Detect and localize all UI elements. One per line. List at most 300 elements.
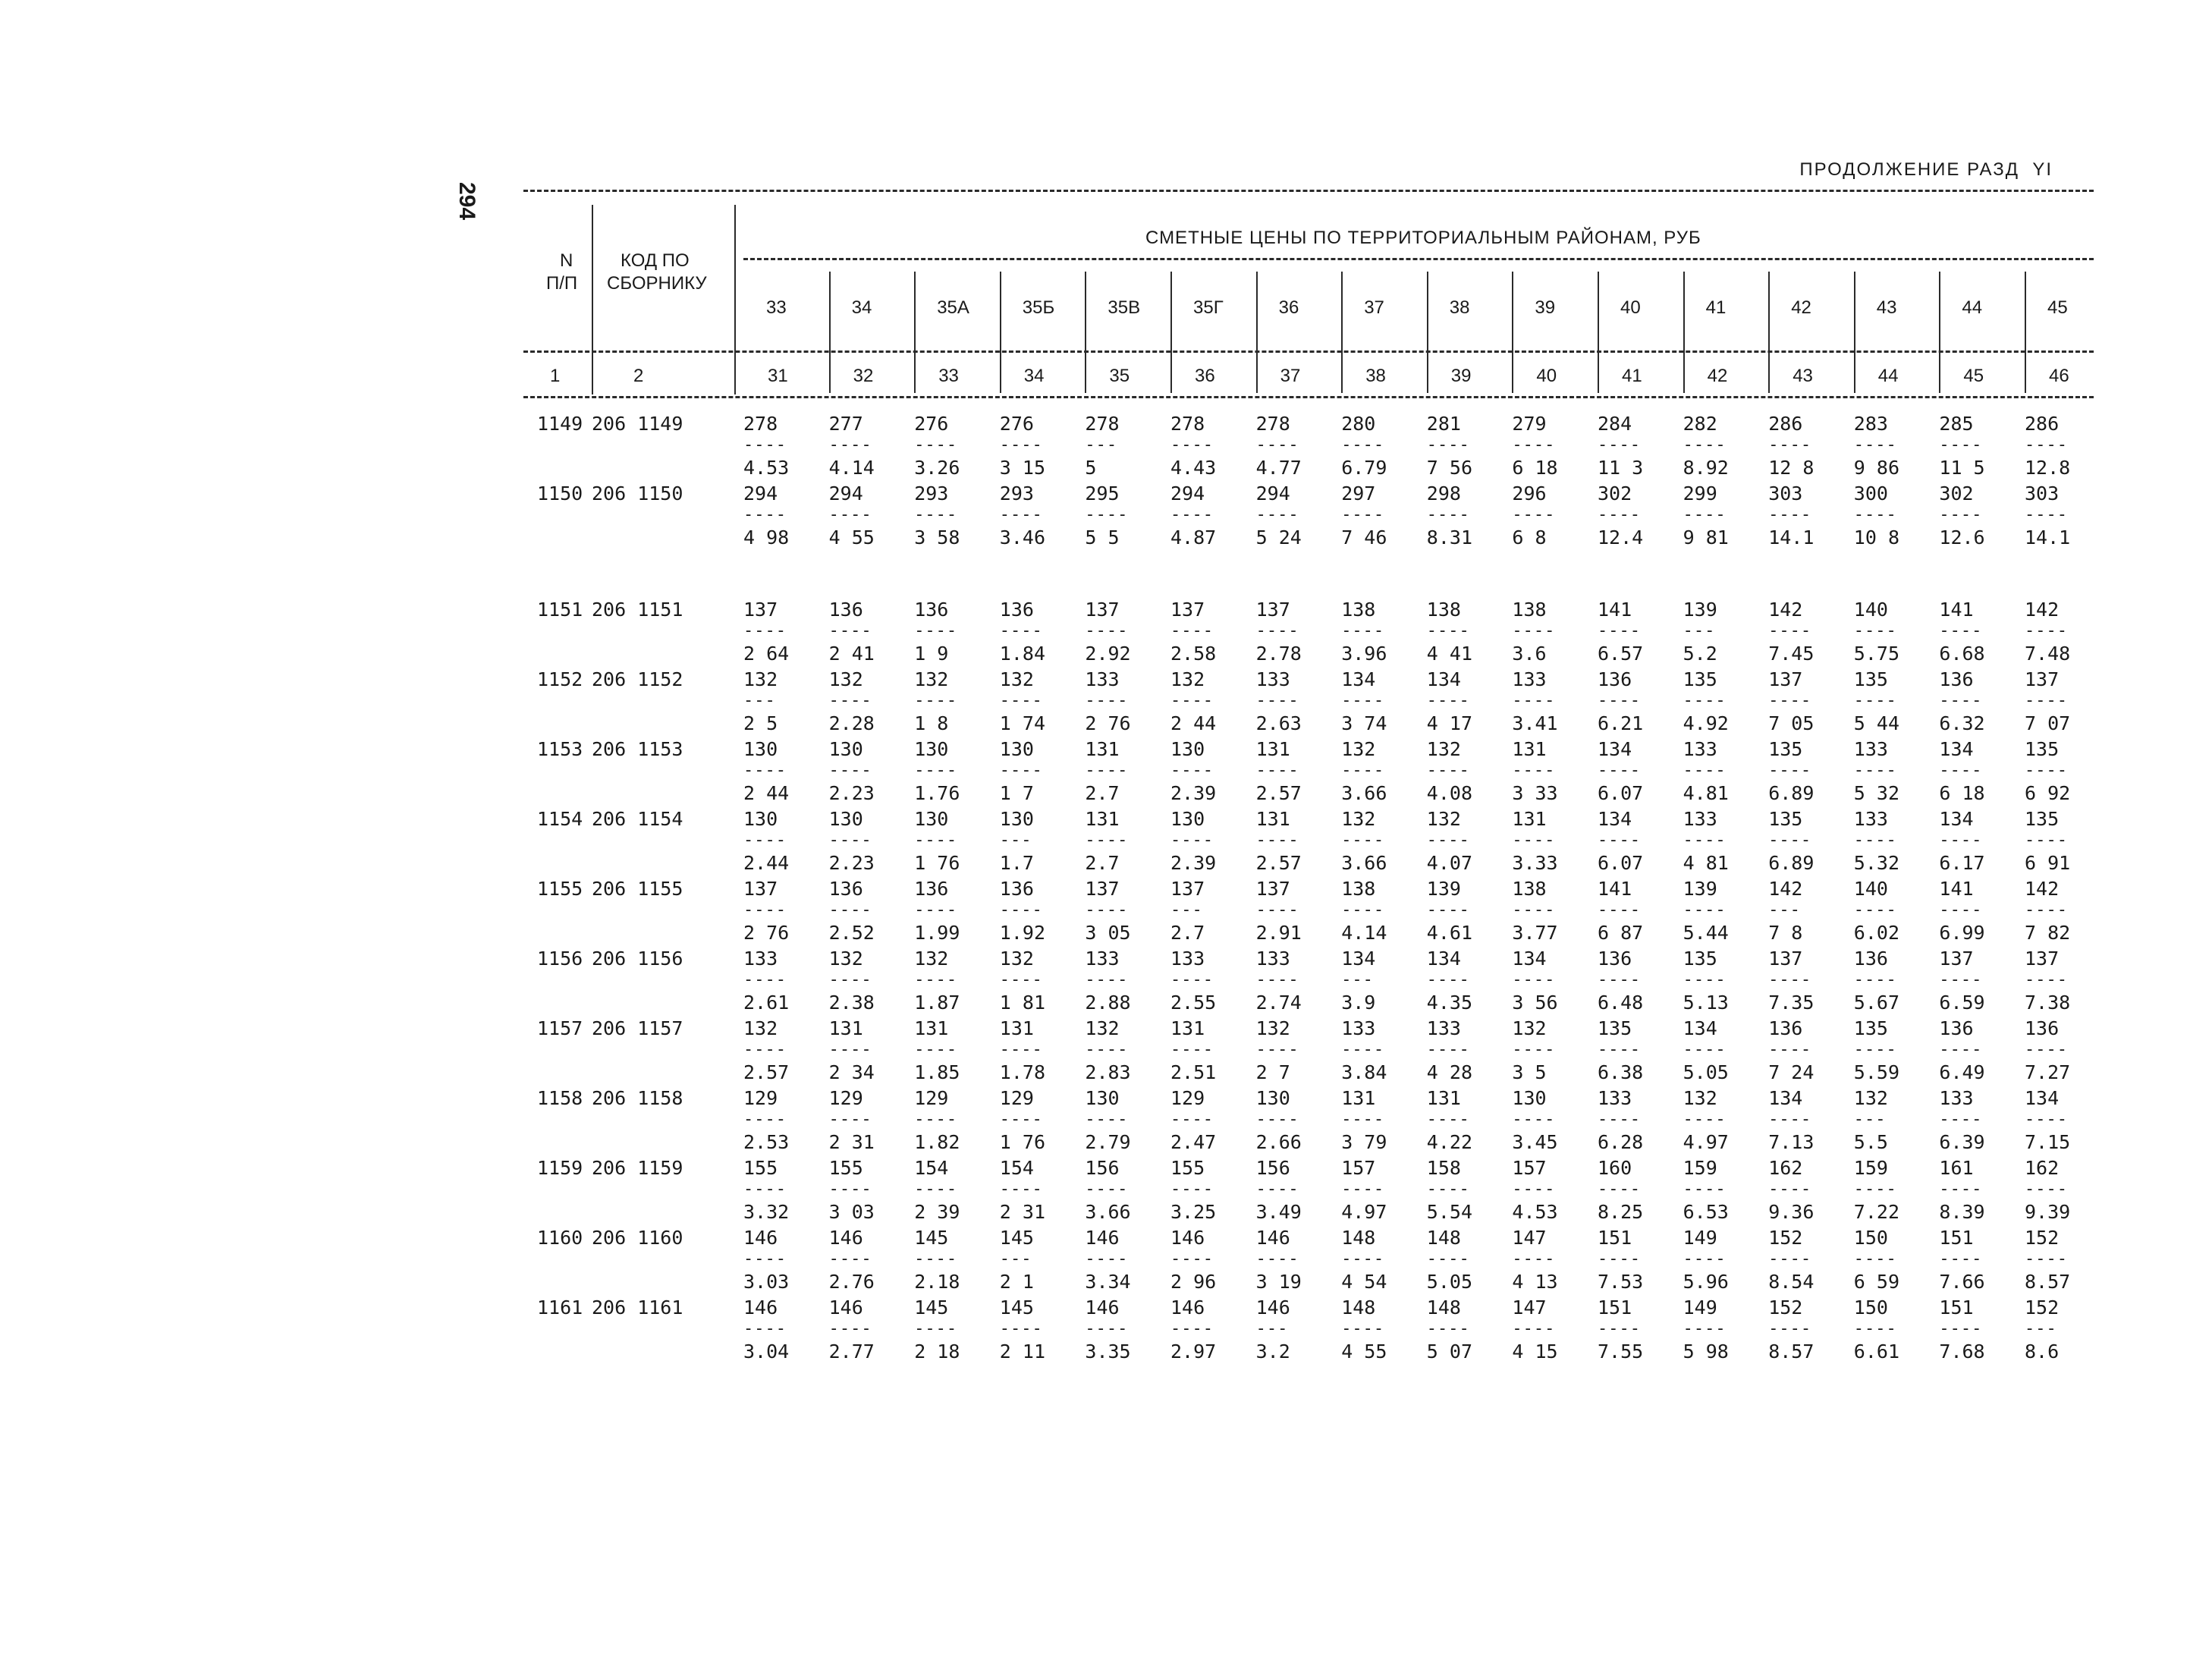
fraction-rule: ----	[1085, 1249, 1129, 1268]
fraction-rule: ----	[1341, 1110, 1385, 1129]
secondary-cell: 5.44	[1683, 922, 1729, 944]
secondary-cell: 3 33	[1512, 782, 1558, 804]
price-cell: 131	[1255, 738, 1290, 760]
row-number: 1157	[537, 1017, 583, 1039]
row-number: 1149	[537, 413, 583, 435]
price-cell: 279	[1512, 413, 1547, 435]
secondary-cell: 5.5	[1853, 1131, 1888, 1153]
secondary-cell: 5	[1085, 457, 1097, 479]
price-cell: 139	[1683, 878, 1717, 900]
col-divider	[1085, 272, 1086, 393]
top-rule	[523, 190, 2094, 192]
secondary-cell: 7.38	[2025, 992, 2071, 1014]
price-cell: 146	[1255, 1297, 1290, 1319]
secondary-cell: 4 17	[1426, 712, 1473, 734]
fraction-rule: ----	[1426, 621, 1470, 640]
secondary-cell: 2.38	[828, 992, 875, 1014]
price-cell: 141	[1598, 599, 1632, 621]
price-cell: 146	[743, 1227, 778, 1249]
fraction-rule: ----	[914, 691, 958, 710]
price-cell: 131	[1170, 1017, 1205, 1039]
fraction-rule: ----	[1683, 1040, 1727, 1059]
secondary-cell: 4.14	[1341, 922, 1387, 944]
fraction-rule: ----	[1768, 831, 1812, 850]
colnum-cell: 2	[633, 366, 644, 386]
fraction-rule: ----	[2025, 621, 2068, 640]
secondary-cell: 4 15	[1512, 1341, 1558, 1363]
secondary-cell: 4 98	[743, 526, 790, 548]
price-cell: 162	[2025, 1157, 2060, 1179]
fraction-rule: ----	[1853, 1040, 1897, 1059]
secondary-cell: 2.23	[828, 852, 875, 874]
secondary-cell: 2 39	[914, 1201, 960, 1223]
price-cell: 294	[828, 482, 863, 504]
price-cell: 156	[1255, 1157, 1290, 1179]
price-cell: 135	[1768, 808, 1803, 830]
price-cell: 132	[1683, 1087, 1717, 1109]
fraction-rule: ----	[1939, 901, 1983, 919]
fraction-rule: ----	[1341, 435, 1385, 454]
secondary-cell: 2.57	[1255, 852, 1302, 874]
fraction-rule: ----	[914, 1110, 958, 1129]
secondary-cell: 2.57	[1255, 782, 1302, 804]
fraction-rule: ----	[1939, 691, 1983, 710]
secondary-cell: 7 24	[1768, 1061, 1815, 1083]
row-code: 206 1152	[592, 668, 683, 690]
secondary-cell: 2.88	[1085, 992, 1131, 1014]
secondary-cell: 7.68	[1939, 1341, 1985, 1363]
secondary-cell: 2 76	[1085, 712, 1131, 734]
price-cell: 155	[1170, 1157, 1205, 1179]
fraction-rule: ----	[1426, 1040, 1470, 1059]
price-cell: 276	[999, 413, 1034, 435]
price-cell: 137	[743, 878, 778, 900]
secondary-cell: 5.13	[1683, 992, 1729, 1014]
fraction-rule: ----	[1170, 505, 1214, 524]
price-cell: 134	[1512, 948, 1547, 970]
secondary-cell: 6 87	[1598, 922, 1644, 944]
price-cell: 154	[914, 1157, 949, 1179]
colnum-cell: 38	[1365, 366, 1386, 386]
fraction-rule: ----	[2025, 831, 2068, 850]
fraction-rule: ----	[1768, 621, 1812, 640]
fraction-rule: ----	[1341, 1249, 1385, 1268]
secondary-cell: 5.2	[1683, 643, 1717, 665]
fraction-rule: ----	[1939, 1180, 1983, 1199]
fraction-rule: ----	[2025, 1110, 2068, 1129]
price-cell: 129	[914, 1087, 949, 1109]
fraction-rule: ----	[828, 1319, 872, 1338]
secondary-cell: 6.49	[1939, 1061, 1985, 1083]
price-cell: 155	[743, 1157, 778, 1179]
secondary-cell: 3.26	[914, 457, 960, 479]
secondary-cell: 7.35	[1768, 992, 1815, 1014]
row-code: 206 1150	[592, 482, 683, 504]
fraction-rule: ----	[1853, 621, 1897, 640]
fraction-rule: ----	[1255, 691, 1299, 710]
fraction-rule: ----	[2025, 970, 2068, 989]
fraction-rule: ----	[1341, 505, 1385, 524]
price-cell: 146	[828, 1297, 863, 1319]
price-cell: 150	[1853, 1297, 1888, 1319]
price-cell: 137	[1768, 668, 1803, 690]
fraction-rule: ----	[743, 1249, 787, 1268]
price-cell: 132	[828, 948, 863, 970]
header-num-line1: N	[560, 250, 573, 271]
price-cell: 151	[1598, 1297, 1632, 1319]
secondary-cell: 4 81	[1683, 852, 1729, 874]
secondary-cell: 3.34	[1085, 1271, 1131, 1293]
region-header: 35Г	[1193, 297, 1224, 318]
price-cell: 137	[1255, 878, 1290, 900]
secondary-cell: 6.89	[1768, 852, 1815, 874]
secondary-cell: 2.77	[828, 1341, 875, 1363]
price-cell: 134	[1426, 668, 1461, 690]
fraction-rule: ----	[1170, 1040, 1214, 1059]
secondary-cell: 7 07	[2025, 712, 2071, 734]
price-cell: 136	[1598, 668, 1632, 690]
price-cell: 278	[743, 413, 778, 435]
price-cell: 138	[1512, 599, 1547, 621]
fraction-rule: ----	[1598, 1180, 1641, 1199]
fraction-rule: ----	[828, 621, 872, 640]
fraction-rule: ----	[1853, 505, 1897, 524]
price-cell: 142	[1768, 878, 1803, 900]
fraction-rule: ----	[1512, 831, 1556, 850]
price-cell: 133	[1853, 808, 1888, 830]
price-cell: 284	[1598, 413, 1632, 435]
secondary-cell: 1 9	[914, 643, 949, 665]
fraction-rule: ----	[999, 435, 1043, 454]
price-cell: 142	[2025, 599, 2060, 621]
fraction-rule: ----	[1939, 831, 1983, 850]
price-cell: 130	[999, 738, 1034, 760]
fraction-rule: ----	[2025, 505, 2068, 524]
price-cell: 145	[999, 1297, 1034, 1319]
region-header: 38	[1449, 297, 1470, 318]
row-number: 1156	[537, 948, 583, 970]
secondary-cell: 2.44	[743, 852, 790, 874]
price-cell: 137	[1768, 948, 1803, 970]
price-cell: 161	[1939, 1157, 1974, 1179]
price-cell: 130	[914, 808, 949, 830]
secondary-cell: 6.57	[1598, 643, 1644, 665]
region-header: 43	[1876, 297, 1897, 318]
secondary-cell: 1 81	[999, 992, 1046, 1014]
secondary-cell: 9 86	[1853, 457, 1900, 479]
secondary-cell: 3.33	[1512, 852, 1558, 874]
fraction-rule: ----	[1598, 1110, 1641, 1129]
price-cell: 158	[1426, 1157, 1461, 1179]
secondary-cell: 4.97	[1683, 1131, 1729, 1153]
price-cell: 297	[1341, 482, 1376, 504]
price-cell: 139	[1683, 599, 1717, 621]
secondary-cell: 5 24	[1255, 526, 1302, 548]
secondary-cell: 3.77	[1512, 922, 1558, 944]
col-divider	[1939, 272, 1940, 393]
fraction-rule: ----	[1853, 435, 1897, 454]
secondary-cell: 3.96	[1341, 643, 1387, 665]
secondary-cell: 12.6	[1939, 526, 1985, 548]
fraction-rule: ----	[1512, 901, 1556, 919]
secondary-cell: 5.32	[1853, 852, 1900, 874]
secondary-cell: 5 07	[1426, 1341, 1473, 1363]
colnum-cell: 36	[1195, 366, 1215, 386]
col-divider	[592, 205, 593, 394]
price-cell: 133	[1085, 948, 1120, 970]
group-rule	[743, 258, 2094, 260]
price-cell: 146	[743, 1297, 778, 1319]
region-header: 44	[1962, 297, 1983, 318]
secondary-cell: 6.17	[1939, 852, 1985, 874]
price-cell: 133	[1085, 668, 1120, 690]
row-number: 1155	[537, 878, 583, 900]
secondary-cell: 1.85	[914, 1061, 960, 1083]
fraction-rule: ----	[1255, 1249, 1299, 1268]
secondary-cell: 1.78	[999, 1061, 1046, 1083]
price-cell: 137	[1255, 599, 1290, 621]
secondary-cell: 2 44	[743, 782, 790, 804]
row-number: 1159	[537, 1157, 583, 1179]
price-cell: 281	[1426, 413, 1461, 435]
secondary-cell: 5.54	[1426, 1201, 1473, 1223]
fraction-rule: ----	[914, 970, 958, 989]
price-cell: 276	[914, 413, 949, 435]
fraction-rule: ----	[999, 621, 1043, 640]
price-cell: 134	[1598, 808, 1632, 830]
secondary-cell: 3 79	[1341, 1131, 1387, 1153]
secondary-cell: 7.13	[1768, 1131, 1815, 1153]
fraction-rule: ----	[1426, 1180, 1470, 1199]
price-cell: 146	[1170, 1227, 1205, 1249]
secondary-cell: 3.03	[743, 1271, 790, 1293]
price-cell: 131	[1255, 808, 1290, 830]
fraction-rule: ----	[1255, 505, 1299, 524]
row-code: 206 1155	[592, 878, 683, 900]
row-code: 206 1160	[592, 1227, 683, 1249]
price-cell: 138	[1426, 599, 1461, 621]
fraction-rule: ----	[1170, 691, 1214, 710]
fraction-rule: ----	[1768, 1110, 1812, 1129]
price-cell: 132	[999, 668, 1034, 690]
secondary-cell: 6.21	[1598, 712, 1644, 734]
secondary-cell: 4.22	[1426, 1131, 1473, 1153]
fraction-rule: ----	[1939, 761, 1983, 780]
secondary-cell: 2.63	[1255, 712, 1302, 734]
colnum-cell: 35	[1109, 366, 1130, 386]
secondary-cell: 4.43	[1170, 457, 1217, 479]
fraction-rule: ----	[1683, 1110, 1727, 1129]
secondary-cell: 7.22	[1853, 1201, 1900, 1223]
price-cell: 155	[828, 1157, 863, 1179]
secondary-cell: 6.02	[1853, 922, 1900, 944]
price-cell: 133	[1683, 738, 1717, 760]
price-cell: 299	[1683, 482, 1717, 504]
secondary-cell: 2 5	[743, 712, 778, 734]
fraction-rule: ----	[1085, 761, 1129, 780]
secondary-cell: 2 18	[914, 1341, 960, 1363]
price-cell: 134	[1683, 1017, 1717, 1039]
col-divider	[1512, 272, 1513, 393]
secondary-cell: 3.66	[1341, 852, 1387, 874]
fraction-rule: ----	[1512, 1319, 1556, 1338]
price-cell: 129	[1170, 1087, 1205, 1109]
secondary-cell: 2.7	[1170, 922, 1205, 944]
secondary-cell: 1 8	[914, 712, 949, 734]
price-cell: 138	[1512, 878, 1547, 900]
fraction-rule: ----	[2025, 1180, 2068, 1199]
fraction-rule: ----	[743, 1180, 787, 1199]
fraction-rule: ----	[1512, 1180, 1556, 1199]
secondary-cell: 4.07	[1426, 852, 1473, 874]
secondary-cell: 11 5	[1939, 457, 1985, 479]
price-cell: 141	[1939, 599, 1974, 621]
secondary-cell: 3.49	[1255, 1201, 1302, 1223]
col-divider	[1341, 272, 1343, 393]
price-cell: 152	[2025, 1297, 2060, 1319]
col-divider	[1598, 272, 1599, 393]
price-cell: 137	[1170, 878, 1205, 900]
region-header: 39	[1535, 297, 1556, 318]
fraction-rule: ----	[1426, 831, 1470, 850]
secondary-cell: 8.57	[2025, 1271, 2071, 1293]
fraction-rule: ----	[1939, 505, 1983, 524]
price-cell: 136	[999, 878, 1034, 900]
fraction-rule: ----	[1255, 970, 1299, 989]
secondary-cell: 2.51	[1170, 1061, 1217, 1083]
fraction-rule: ----	[1598, 435, 1641, 454]
price-cell: 131	[1512, 738, 1547, 760]
price-cell: 131	[1512, 808, 1547, 830]
fraction-rule: ----	[1768, 435, 1812, 454]
secondary-cell: 6.07	[1598, 782, 1644, 804]
price-cell: 132	[914, 668, 949, 690]
fraction-rule: ----	[999, 761, 1043, 780]
row-number: 1151	[537, 599, 583, 621]
secondary-cell: 3.84	[1341, 1061, 1387, 1083]
fraction-rule: ----	[1341, 1040, 1385, 1059]
secondary-cell: 6.32	[1939, 712, 1985, 734]
fraction-rule: ----	[1598, 621, 1641, 640]
colnum-cell: 46	[2049, 366, 2069, 386]
price-cell: 293	[914, 482, 949, 504]
price-cell: 142	[2025, 878, 2060, 900]
secondary-cell: 2.76	[828, 1271, 875, 1293]
price-cell: 133	[1939, 1087, 1974, 1109]
secondary-cell: 6.68	[1939, 643, 1985, 665]
fraction-rule: ----	[999, 1040, 1043, 1059]
fraction-rule: ----	[828, 435, 872, 454]
price-cell: 160	[1598, 1157, 1632, 1179]
secondary-cell: 2.39	[1170, 782, 1217, 804]
price-cell: 133	[1683, 808, 1717, 830]
price-cell: 131	[1085, 808, 1120, 830]
fraction-rule: ----	[914, 831, 958, 850]
fraction-rule: ----	[743, 1040, 787, 1059]
fraction-rule: ---	[999, 1249, 1032, 1268]
price-cell: 134	[1768, 1087, 1803, 1109]
fraction-rule: ---	[1683, 621, 1716, 640]
price-cell: 134	[1598, 738, 1632, 760]
price-cell: 136	[914, 599, 949, 621]
fraction-rule: ----	[1341, 621, 1385, 640]
price-cell: 148	[1426, 1227, 1461, 1249]
fraction-rule: ----	[743, 1319, 787, 1338]
price-cell: 302	[1598, 482, 1632, 504]
fraction-rule: ----	[1598, 1249, 1641, 1268]
secondary-cell: 3.6	[1512, 643, 1547, 665]
price-cell: 302	[1939, 482, 1974, 504]
secondary-cell: 4 28	[1426, 1061, 1473, 1083]
fraction-rule: ----	[1598, 1040, 1641, 1059]
fraction-rule: ---	[1255, 1319, 1289, 1338]
secondary-cell: 5 98	[1683, 1341, 1729, 1363]
secondary-cell: 3 03	[828, 1201, 875, 1223]
secondary-cell: 5 44	[1853, 712, 1900, 734]
price-cell: 286	[2025, 413, 2060, 435]
secondary-cell: 5.05	[1683, 1061, 1729, 1083]
colnum-bottom-rule	[523, 396, 2094, 398]
price-cell: 138	[1341, 878, 1376, 900]
fraction-rule: ----	[1341, 901, 1385, 919]
price-cell: 133	[1341, 1017, 1376, 1039]
secondary-cell: 2.92	[1085, 643, 1131, 665]
fraction-rule: ----	[1939, 1040, 1983, 1059]
secondary-cell: 5 32	[1853, 782, 1900, 804]
price-cell: 135	[1683, 668, 1717, 690]
fraction-rule: ----	[1853, 970, 1897, 989]
fraction-rule: ----	[1512, 970, 1556, 989]
fraction-rule: ----	[1853, 1180, 1897, 1199]
fraction-rule: ----	[1598, 1319, 1641, 1338]
price-cell: 134	[1341, 668, 1376, 690]
price-cell: 130	[1085, 1087, 1120, 1109]
fraction-rule: ----	[1341, 691, 1385, 710]
header-group-title: СМЕТНЫЕ ЦЕНЫ ПО ТЕРРИТОРИАЛЬНЫМ РАЙОНАМ, РУБ	[1145, 228, 1701, 248]
price-cell: 135	[2025, 808, 2060, 830]
secondary-cell: 8.39	[1939, 1201, 1985, 1223]
secondary-cell: 3.45	[1512, 1131, 1558, 1153]
secondary-cell: 7.66	[1939, 1271, 1985, 1293]
secondary-cell: 2.57	[743, 1061, 790, 1083]
fraction-rule: ----	[1255, 621, 1299, 640]
secondary-cell: 8.54	[1768, 1271, 1815, 1293]
price-cell: 130	[1170, 808, 1205, 830]
fraction-rule: ----	[914, 435, 958, 454]
fraction-rule: ----	[1085, 691, 1129, 710]
secondary-cell: 2 41	[828, 643, 875, 665]
price-cell: 132	[1512, 1017, 1547, 1039]
fraction-rule: ----	[1768, 1040, 1812, 1059]
fraction-rule: ----	[828, 901, 872, 919]
row-number: 1152	[537, 668, 583, 690]
secondary-cell: 6.07	[1598, 852, 1644, 874]
price-cell: 130	[999, 808, 1034, 830]
price-cell: 134	[2025, 1087, 2060, 1109]
price-cell: 135	[1683, 948, 1717, 970]
row-code: 206 1159	[592, 1157, 683, 1179]
price-cell: 282	[1683, 413, 1717, 435]
secondary-cell: 1 76	[914, 852, 960, 874]
secondary-cell: 2.18	[914, 1271, 960, 1293]
secondary-cell: 1.87	[914, 992, 960, 1014]
region-header: 35Б	[1022, 297, 1055, 318]
fraction-rule: ----	[1085, 970, 1129, 989]
colnum-cell: 1	[550, 366, 561, 386]
price-cell: 136	[828, 878, 863, 900]
secondary-cell: 2 44	[1170, 712, 1217, 734]
price-cell: 130	[1170, 738, 1205, 760]
